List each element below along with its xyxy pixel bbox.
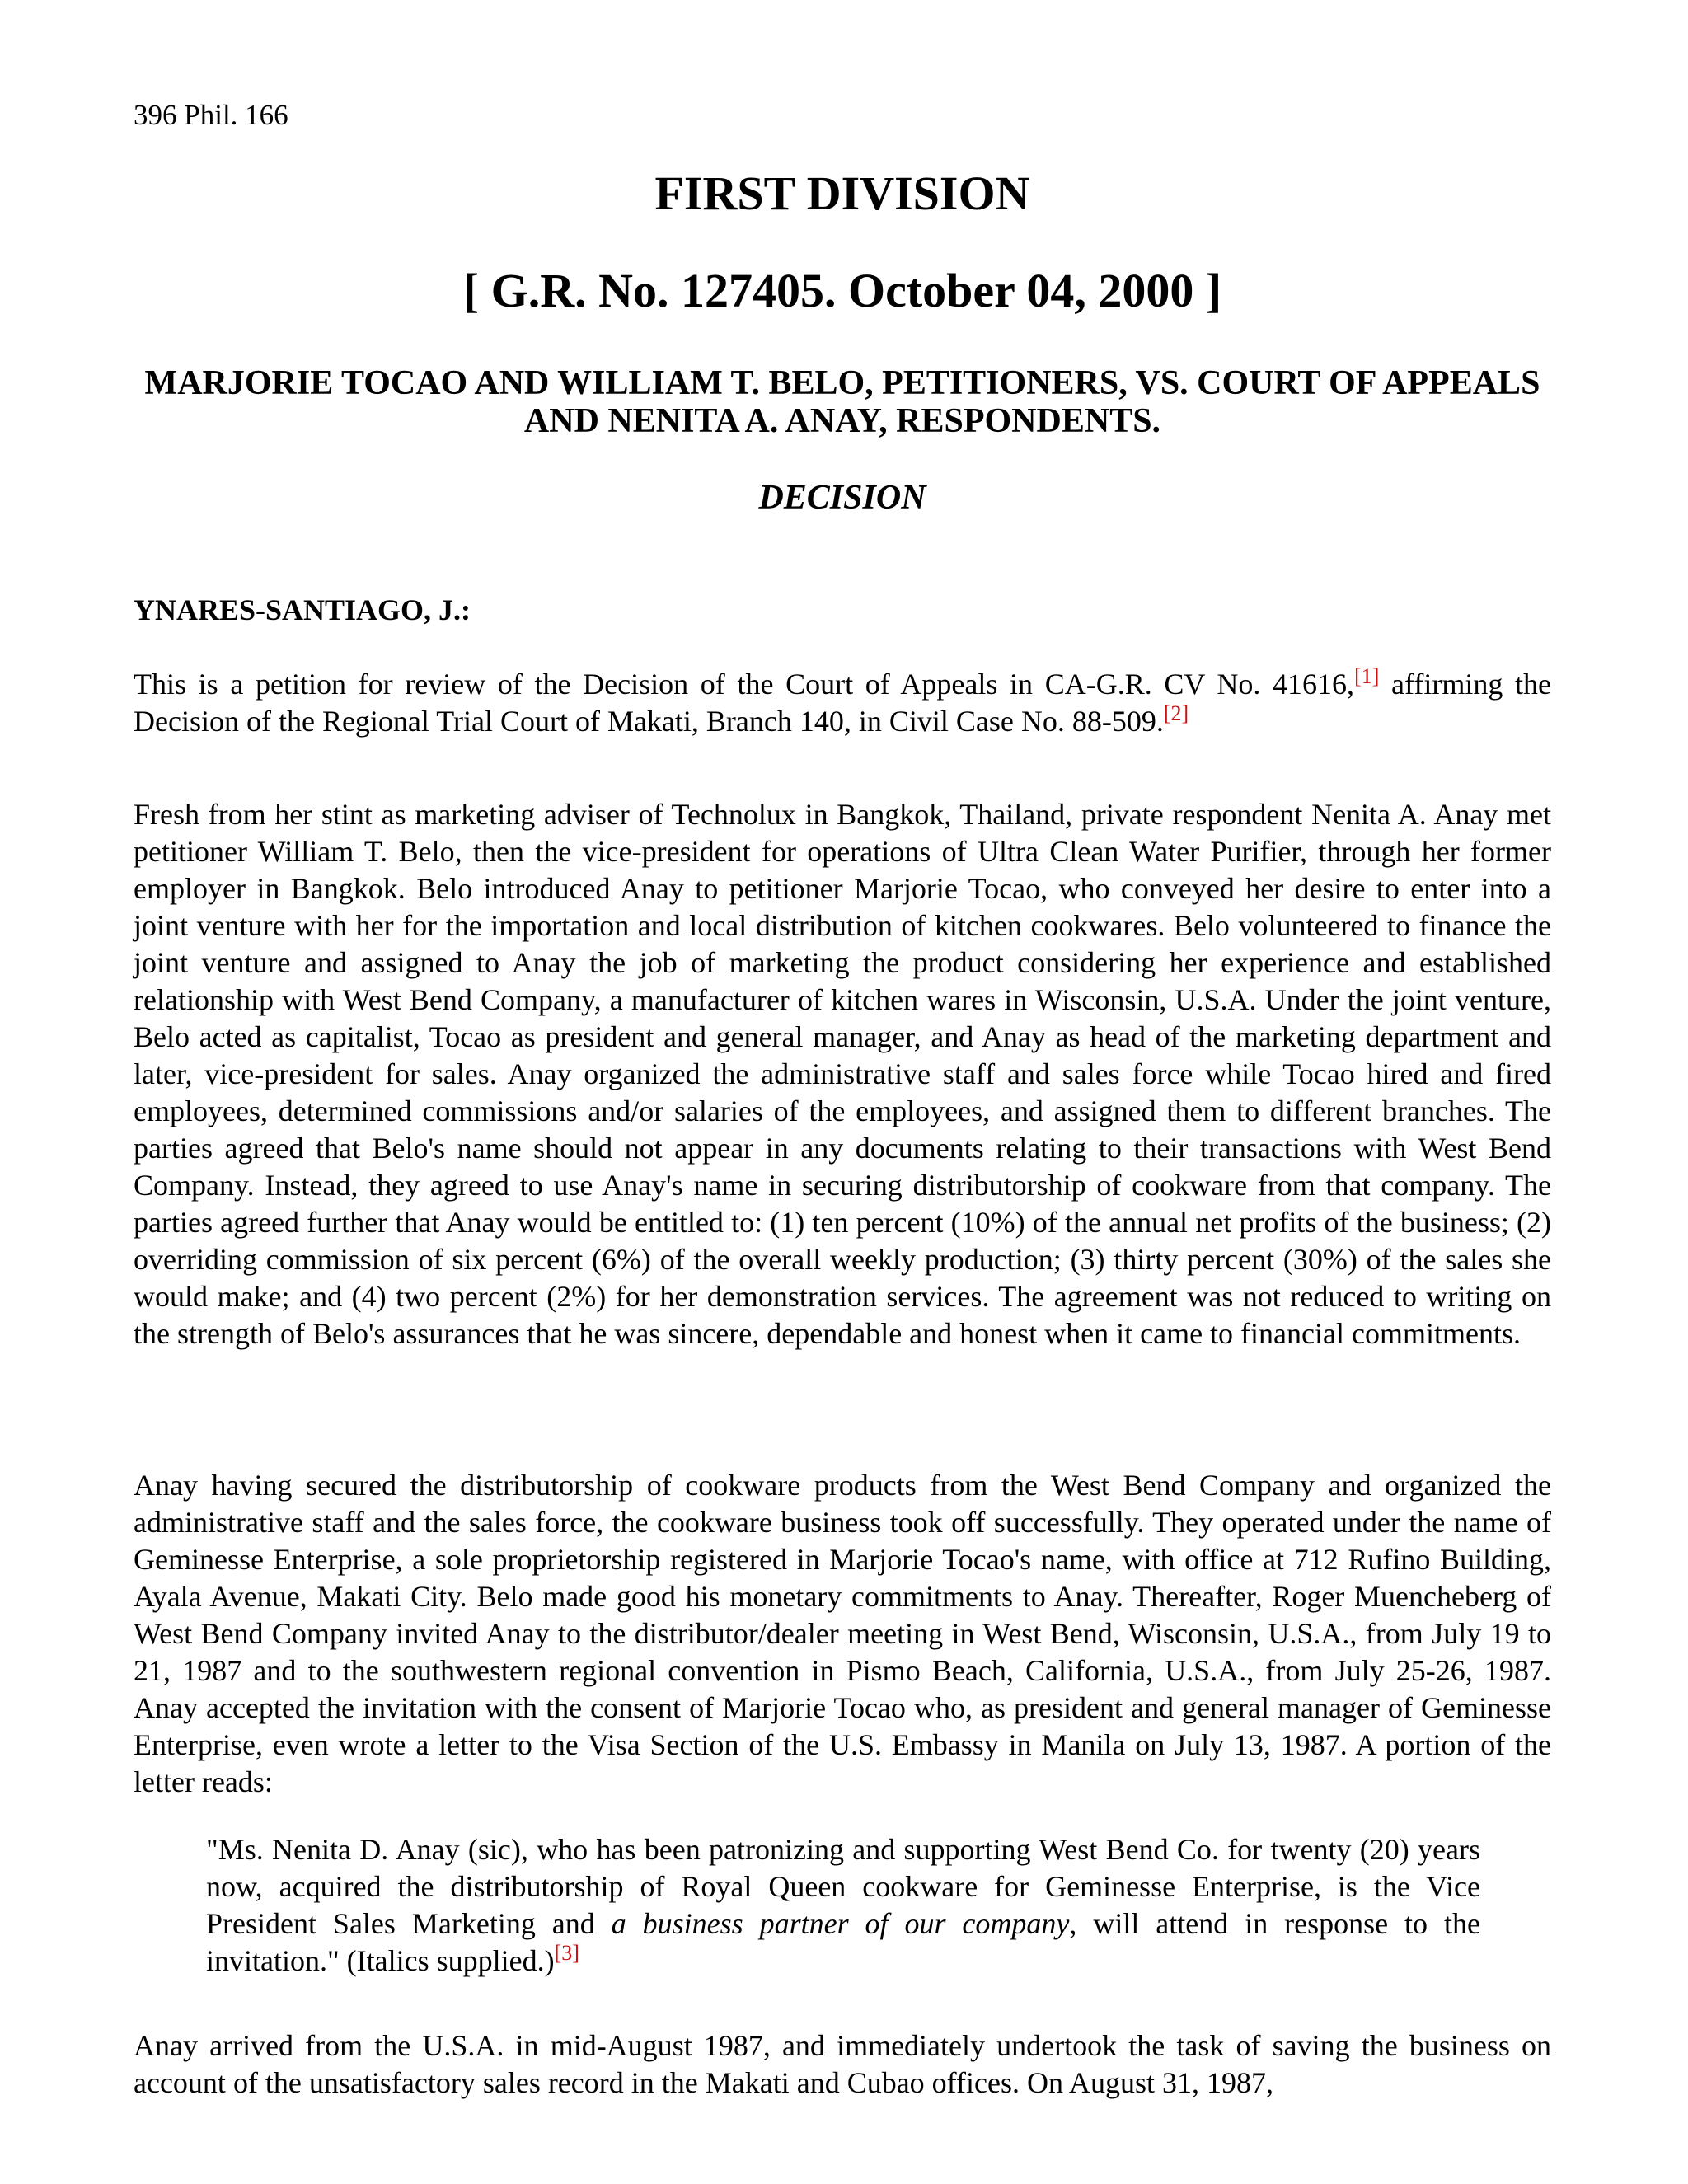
block-quote bbox=[206, 1831, 1480, 1980]
paragraph-1-text-a: This is a petition for review of the Decision of the Court of Appeals in CA-G.R. CV No. 41616, bbox=[134, 668, 1355, 701]
case-parties-heading: MARJORIE TOCAO AND WILLIAM T. BELO, PETITIONERS, VS. COURT OF APPEALS AND NENITA A. ANAY, RESPONDENTS. bbox=[144, 364, 1540, 440]
decision-label: DECISION bbox=[758, 479, 926, 517]
report-citation: 396 Phil. 166 bbox=[134, 99, 288, 131]
paragraph-1-text-b: affirming the Decision of the Regional Trial Court of Makati, Branch 140, in Civil Case No. 88-509. bbox=[134, 668, 1551, 738]
division-heading: FIRST DIVISION bbox=[654, 166, 1030, 220]
quote-text-b: , will attend in response to the invitation." (Italics supplied.) bbox=[206, 1907, 1480, 1977]
paragraph-1 bbox=[134, 666, 1551, 740]
quote-text-a: "Ms. Nenita D. Anay (sic), who has been patronizing and supporting West Bend Co. for twenty (20) years now, acquired the distributorship of Royal Queen cookware for Geminesse Enterprise, is the Vice President Sales Marketing and bbox=[206, 1833, 1480, 1940]
paragraph-4: Anay arrived from the U.S.A. in mid-August 1987, and immediately undertook the task of saving the business on account of the unsatisfactory sales record in the Makati and Cubao offices. On August 31, 1987, bbox=[134, 2029, 1551, 2099]
footnote-link-3[interactable]: [3] bbox=[554, 1941, 579, 1965]
ponente-name: YNARES-SANTIAGO, J.: bbox=[134, 593, 471, 626]
case-number-heading: [ G.R. No. 127405. October 04, 2000 ] bbox=[462, 264, 1222, 317]
paragraph-2: Fresh from her stint as marketing adviser of Technolux in Bangkok, Thailand, private respondent Nenita A. Anay met petitioner William T. Belo, then the vice-president for operations of Ultra Clean Water Purifier, through her former employer in Bangkok. Belo introduced Anay to petitioner Marjorie Tocao, who conveyed her desire to enter into a joint venture with her for the importation and local distribution of kitchen cookwares. Belo volunteered to finance the joint venture and assigned to Anay the job of marketing the product considering her experience and established relationship with West Bend Company, a manufacturer of kitchen wares in Wisconsin, U.S.A. Under the joint venture, Belo acted as capitalist, Tocao as president and general manager, and Anay as head of the marketing department and later, vice-president for sales. Anay organized the administrative staff and sales force while Tocao hired and fired employees, determined commissions and/or salaries of the employees, and assigned them to different branches. The parties agreed that Belo's name should not appear in any documents relating to their transactions with West Bend Company. Instead, they agreed to use Anay's name in securing distributorship of cookware from that company. The parties agreed further that Anay would be entitled to: (1) ten percent (10%) of the annual net profits of the business; (2) overriding commission of six percent (6%) of the overall weekly production; (3) thirty percent (30%) of the sales she would make; and (4) two percent (2%) for her demonstration services. The agreement was not reduced to writing on the strength of Belo's assurances that he was sincere, dependable and honest when it came to financial commitments. bbox=[134, 798, 1551, 1350]
footnote-link-2[interactable]: [2] bbox=[1163, 701, 1189, 725]
quote-italic-text: a business partner of our company bbox=[611, 1907, 1070, 1940]
paragraph-3: Anay having secured the distributorship of cookware products from the West Bend Company and organized the administrative staff and the sales force, the cookware business took off successfully. They operated under the name of Geminesse Enterprise, a sole proprietorship registered in Marjorie Tocao's name, with office at 712 Rufino Building, Ayala Avenue, Makati City. Belo made good his monetary commitments to Anay. Thereafter, Roger Muencheberg of West Bend Company invited Anay to the distributor/dealer meeting in West Bend, Wisconsin, U.S.A., from July 19 to 21, 1987 and to the southwestern regional convention in Pismo Beach, California, U.S.A., from July 25-26, 1987. Anay accepted the invitation with the consent of Marjorie Tocao who, as president and general manager of Geminesse Enterprise, even wrote a letter to the Visa Section of the U.S. Embassy in Manila on July 13, 1987. A portion of the letter reads: bbox=[134, 1469, 1551, 1798]
footnote-link-1[interactable]: [1] bbox=[1354, 664, 1380, 688]
